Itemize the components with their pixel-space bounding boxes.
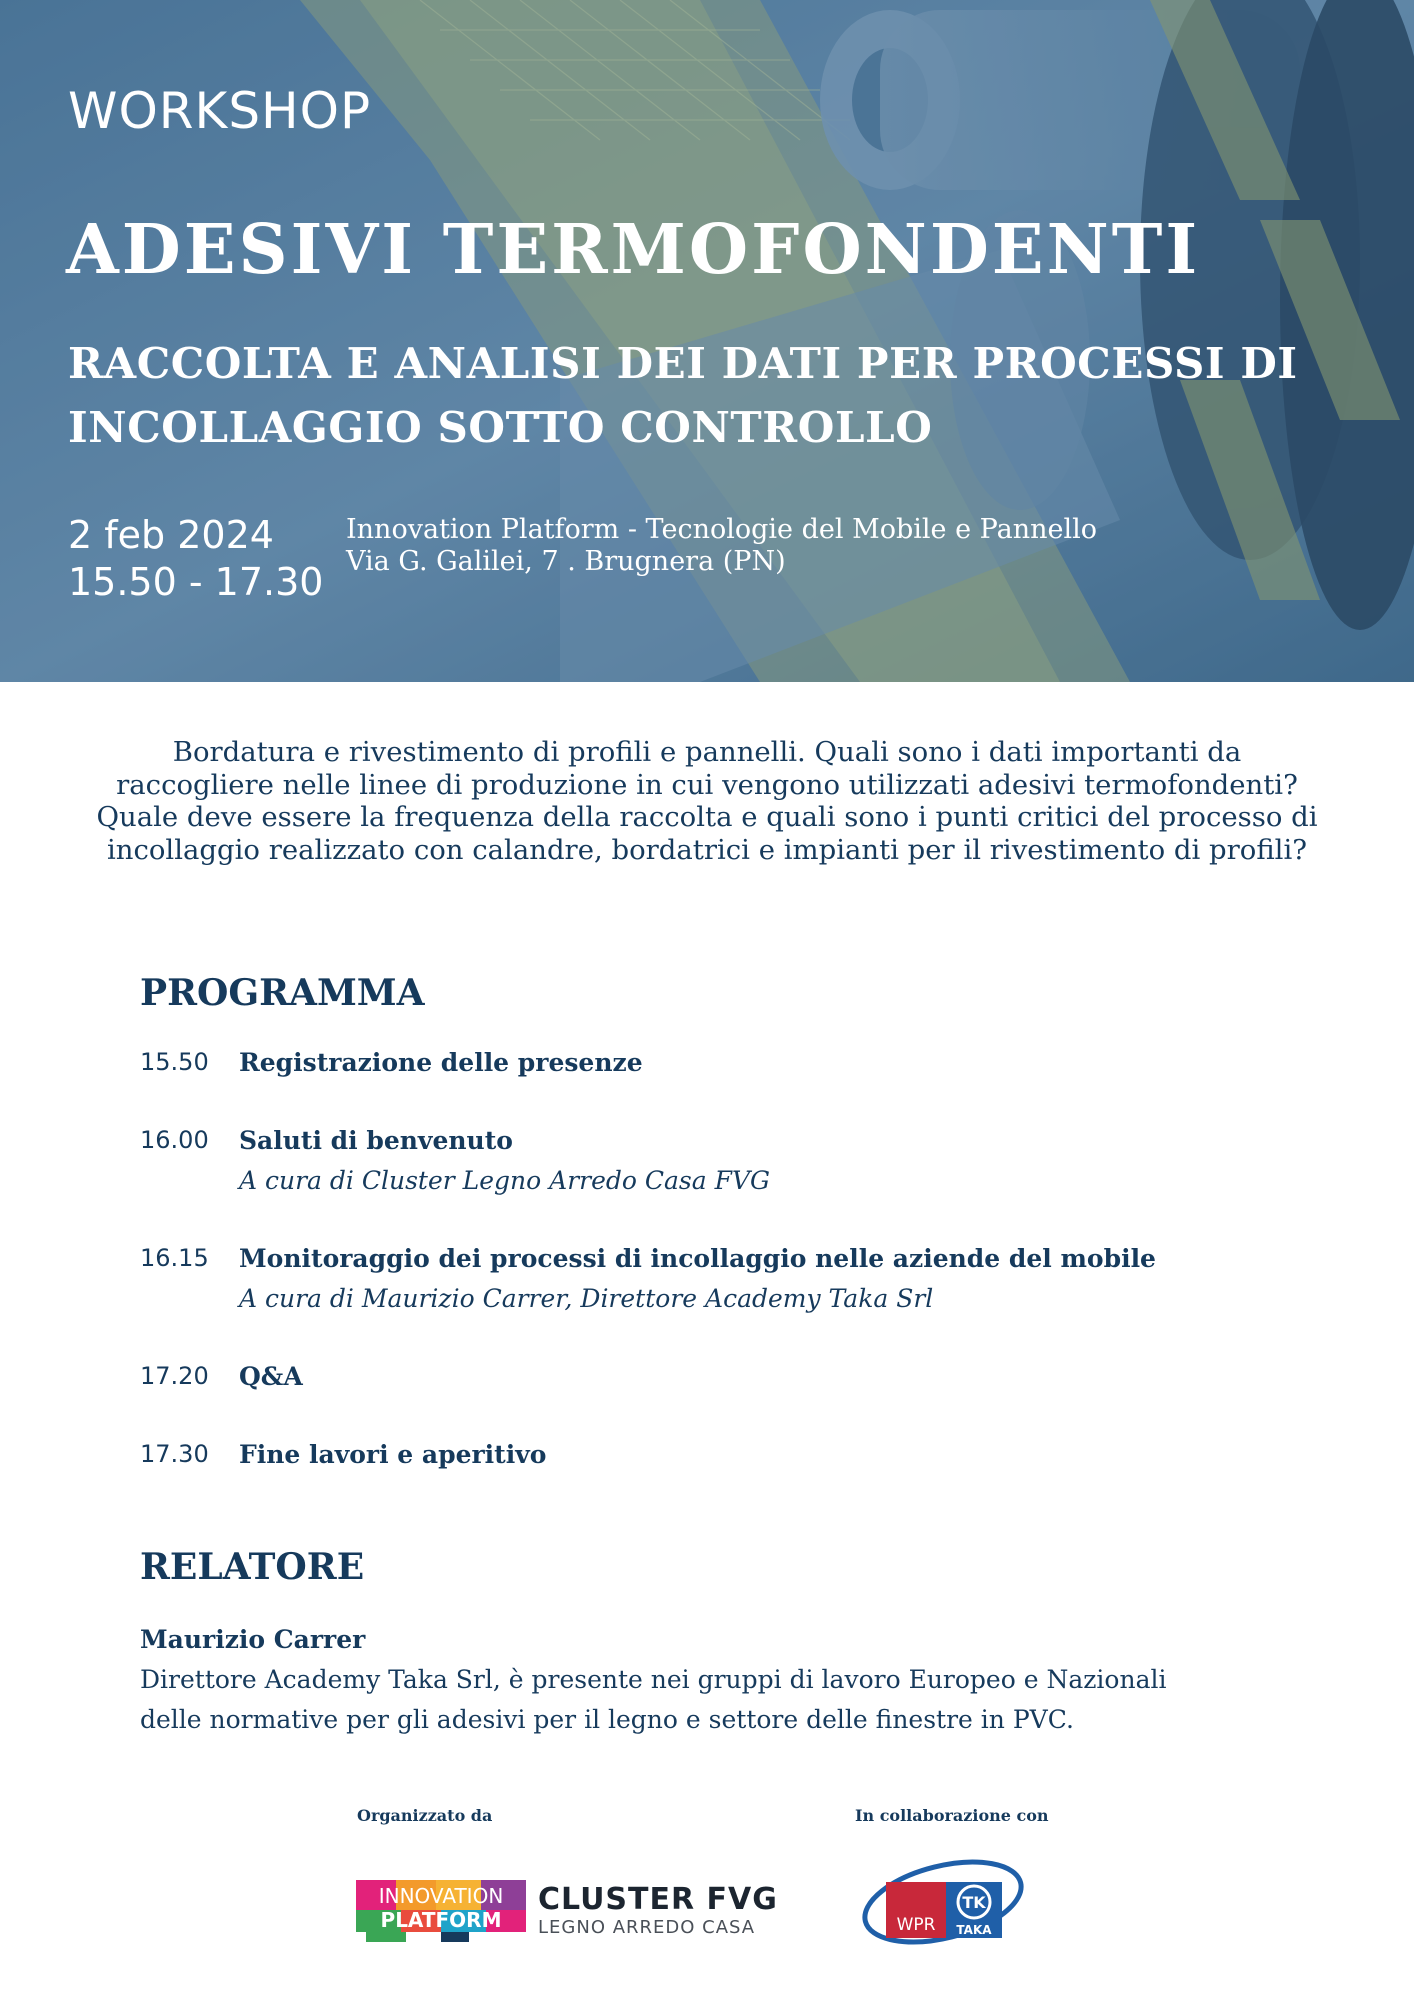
program-item-title: Fine lavori e aperitivo: [239, 1440, 547, 1469]
header-banner: [0, 0, 1414, 682]
intro-line: incollaggio realizzato con calandre, bordatrici e impianti per il rivestimento di profili?: [106, 833, 1308, 866]
program-heading: PROGRAMMA: [140, 972, 425, 1014]
venue-address: Via G. Galilei, 7 . Brugnera (PN): [346, 546, 786, 577]
program-item: [140, 1244, 1340, 1362]
intro-line: raccogliere nelle linee di produzione in cui vengono utilizzati adesivi termofondenti?: [116, 768, 1298, 801]
program-item: [140, 1362, 1340, 1440]
page-title: ADESIVI TERMOFONDENTI: [66, 210, 1201, 290]
program-item-time: 16.15: [140, 1244, 209, 1272]
intro-line: Quale deve essere la frequenza della raccolta e quali sono i punti critici del processo di: [96, 801, 1318, 833]
program-item-title: Registrazione delle presenze: [239, 1048, 643, 1077]
program-item-title: Saluti di benvenuto: [239, 1126, 513, 1155]
event-type-label: WORKSHOP: [68, 82, 372, 140]
event-time: 15.50 - 17.30: [68, 560, 324, 604]
collaboration-label: In collaborazione con: [855, 1806, 1049, 1825]
event-date: 2 feb 2024: [68, 513, 274, 557]
program-item-title: Q&A: [239, 1362, 303, 1391]
event-datetime: [68, 512, 323, 606]
venue-name: Innovation Platform - Tecnologie del Mobile e Pannello: [346, 514, 1097, 545]
wpr-taka-logo: [858, 1850, 1028, 1946]
speaker-block: [140, 1620, 1290, 1740]
program-list: [140, 1048, 1340, 1518]
program-item-subtitle: A cura di Cluster Legno Arredo Casa FVG: [239, 1166, 770, 1195]
wpr-logo-mark: TK: [962, 1893, 986, 1912]
program-item: [140, 1440, 1340, 1518]
program-item-title: Monitoraggio dei processi di incollaggio nelle aziende del mobile: [239, 1244, 1156, 1273]
program-item-time: 17.20: [140, 1362, 209, 1390]
speaker-bio-line: delle normative per gli adesivi per il legno e settore delle finestre in PVC.: [140, 1705, 1074, 1734]
intro-paragraph: [60, 736, 1354, 866]
organized-by-label: Organizzato da: [357, 1806, 493, 1825]
program-item-time: 17.30: [140, 1440, 209, 1468]
page-subtitle: RACCOLTA E ANALISI DEI DATI PER PROCESSI DI INCOLLAGGIO SOTTO CONTROLLO: [68, 339, 1298, 452]
wpr-logo-left: WPR: [896, 1915, 936, 1935]
cluster-logo-title: CLUSTER FVG: [538, 1882, 778, 1917]
wpr-logo-right: TAKA: [956, 1923, 992, 1937]
speaker-name: Maurizio Carrer: [140, 1625, 366, 1654]
speaker-bio: [140, 1660, 1290, 1740]
innovation-platform-logo: [356, 1880, 526, 1942]
intro-line: Bordatura e rivestimento di profili e pannelli. Quali sono i dati importanti da: [172, 736, 1242, 768]
program-item-subtitle: A cura di Maurizio Carrer, Direttore Academy Taka Srl: [239, 1284, 934, 1313]
event-venue: [346, 514, 1097, 578]
program-item: [140, 1126, 1340, 1244]
cluster-logo-subtitle: LEGNO ARREDO CASA: [538, 1917, 756, 1938]
speaker-heading: RELATORE: [140, 1546, 365, 1588]
speaker-bio-line: Direttore Academy Taka Srl, è presente nei gruppi di lavoro Europeo e Nazionali: [140, 1665, 1167, 1694]
innovation-logo-line2: PLATFORM: [380, 1908, 502, 1932]
innovation-logo-line1: INNOVATION: [378, 1884, 504, 1908]
program-item-time: 16.00: [140, 1126, 209, 1154]
program-item-time: 15.50: [140, 1048, 209, 1076]
cluster-fvg-logo: [538, 1884, 778, 1940]
program-item: [140, 1048, 1340, 1126]
